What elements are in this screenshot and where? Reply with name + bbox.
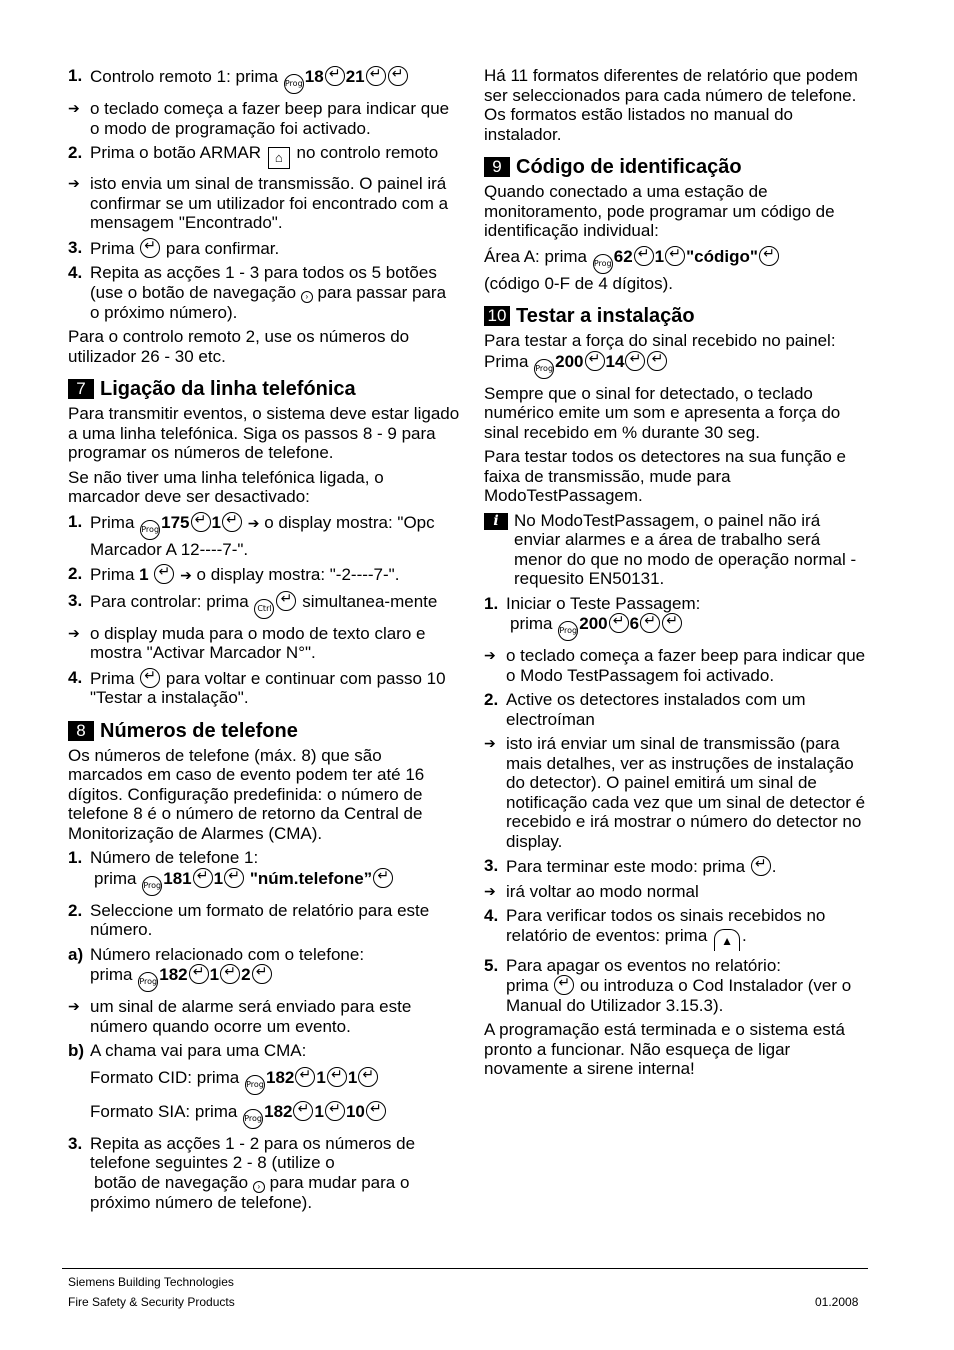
phone-step-1: 1. Número de telefone 1: prima Prog 181↵ 1↵ "núm.telefone”↵ [68,848,460,896]
walk-step-4: 4. Para verificar todos os sinais recebidos no relatório de eventos: prima ▲ . [484,906,870,951]
arm-house-icon: ⌂ [268,147,290,169]
prog-key-icon: Prog [245,1075,265,1095]
enter-key-icon [366,66,386,86]
enter-key-icon [222,512,242,532]
section-10-heading: 10 Testar a instalação [484,305,870,327]
section-9-heading: 9 Código de identificação [484,156,870,178]
arrow-icon: ➔ [68,998,80,1014]
dialer-step-3: 3. Para controlar: prima Ctrl↵ simultanea-mente [68,591,460,619]
result-note: ➔ o teclado começa a fazer beep para indicar que o modo de programação foi activado. [68,99,450,138]
arrow-icon: ➔ [484,735,496,751]
right-column [484,66,870,1084]
enter-key-icon [373,868,393,888]
footer-division: Fire Safety & Security Products [68,1295,235,1309]
sia-format: Formato SIA: prima Prog 182↵ 1↵ 10↵ [68,1101,460,1129]
nav-right-icon: › [301,291,313,303]
prog-key-icon: Prog [138,972,158,992]
enter-key-icon [325,1101,345,1121]
paragraph: Os números de telefone (máx. 8) que são marcados em caso de evento podem ter até 16 dígitos. Configuração predefinida: o número de telefone 8 é o número de retorno da Central de Monitorização de Alarmes (CMA). [68,745,425,843]
enter-key-icon [140,668,160,688]
step-3: 3. Prima ↵ para confirmar. [68,238,460,259]
event-log-icon: ▲ [714,929,740,951]
enter-key-icon [293,1101,313,1121]
dialer-step-2: 2. Prima 1 ↵ ➔ o display mostra: "-2----7-". [68,564,460,586]
paragraph: Se não tiver uma linha telefónica ligada, o marcador deve ser desactivado: [68,467,384,506]
result-note: ➔ o teclado começa a fazer beep para indicar que o Modo TestPassagem foi activado. [484,646,866,685]
footer-company: Siemens Building Technologies [68,1275,234,1289]
prog-key-icon: Prog [558,621,578,641]
result-note: ➔ isto envia um sinal de transmissão. O painel irá confirmar se um utilizador foi encontrado com a mensagem "Encontrado". [68,174,449,232]
footer-date: 01.2008 [815,1295,859,1309]
enter-key-icon [325,66,345,86]
arrow-icon: ➔ [247,514,260,531]
enter-key-icon [554,975,574,995]
step-1: 1. Controlo remoto 1: prima Prog 18↵ 21↵↵ [68,66,460,94]
arrow-icon: ➔ [180,567,192,583]
enter-key-icon [154,564,174,584]
info-note: i No ModoTestPassagem, o painel não irá enviar alarmes e a área de trabalho será menor do que no modo de operação normal - requesito EN50131. [484,511,870,589]
enter-key-icon [759,246,779,266]
enter-key-icon [295,1067,315,1087]
paragraph: Para o controlo remoto 2, use os números do utilizador 26 - 30 etc. [68,327,410,366]
result-note: ➔ um sinal de alarme será enviado para este número quando ocorre um evento. [68,997,412,1036]
enter-key-icon [220,964,240,984]
arrow-icon: ➔ [68,624,80,641]
paragraph: Sempre que o sinal for detectado, o teclado numérico emite um som e apresenta a força do sinal recebido em % durante 30 seg. [484,383,841,442]
prog-key-icon: Prog [593,254,613,274]
enter-key-icon [662,613,682,633]
enter-key-icon [751,856,771,876]
enter-key-icon [140,238,160,258]
enter-key-icon [388,66,408,86]
walk-step-3: 3. Para terminar este modo: prima ↵ . [484,856,870,877]
dialer-step-1: 1. Prima Prog 175↵ 1↵ ➔ o display mostra: "Opc Marcador A 12----7-". [68,512,460,560]
left-column [68,66,460,1217]
result-note: ➔ isto irá enviar um sinal de transmissão (para mais detalhes, ver as instruções de instalação do detector). O painel emitirá um sinal de notificação cada vez que um sinal de detector é recebido e irá mostrar o número do detector no display. [484,734,866,851]
section-7-heading: 7 Ligação da linha telefónica [68,378,460,400]
arrow-icon: ➔ [484,647,496,663]
paragraph: Para testar todos os detectores na sua função e faixa de transmissão, mude para ModoTestPassagem. [484,447,846,505]
step-2: 2. Prima o botão ARMAR ⌂ no controlo remoto [68,143,460,169]
enter-key-icon [640,613,660,633]
enter-key-icon [585,351,605,371]
enter-key-icon [625,351,645,371]
footer-divider [62,1268,868,1269]
arrow-icon: ➔ [68,175,80,191]
enter-key-icon [665,246,685,266]
paragraph: Para transmitir eventos, o sistema deve estar ligado a uma linha telefónica. Siga os passos 8 - 9 para programar os números de telefone. [68,404,460,462]
prog-key-icon: Prog [142,876,162,896]
paragraph: Há 11 formatos diferentes de relatório que podem ser seleccionados para cada número de telefone. Os formatos estão listados no manual do instalador. [484,66,858,144]
prog-key-icon: Prog [243,1109,263,1129]
phone-step-a: a) Número relacionado com o telefone: prima Prog 182↵ 1↵ 2↵ [68,945,460,993]
enter-key-icon [327,1067,347,1087]
paragraph: Quando conectado a uma estação de monitoramento, pode programar um código de identificação individual: [484,182,835,240]
enter-key-icon [366,1101,386,1121]
enter-key-icon [189,964,209,984]
enter-key-icon [276,591,296,611]
step-4: 4. Repita as acções 1 - 3 para todos os 5 botões (use o botão de navegação › para passar para o próximo número). [68,263,447,322]
area-code: Área A: prima Prog 62↵ 1↵ "código"↵ (código 0-F de 4 dígitos). [484,246,870,294]
enter-key-icon [252,964,272,984]
section-8-heading: 8 Números de telefone [68,720,460,742]
prog-key-icon: Prog [534,359,554,379]
arrow-icon: ➔ [484,882,496,899]
enter-key-icon [191,512,211,532]
walk-step-1: 1. Iniciar o Teste Passagem: prima Prog 200↵ 6↵↵ [484,594,870,642]
nav-right-icon: › [253,1181,265,1193]
walk-step-2: 2. Active os detectores instalados com um electroíman [484,690,806,729]
walk-step-5: 5. Para apagar os eventos no relatório: prima ↵ ou introduza o Cod Instalador (ver o Manual do Utilizador 3.15.3). [484,956,870,1016]
paragraph: Para testar a força do sinal recebido no painel: Prima Prog 200↵ 14↵↵ [484,331,870,379]
info-icon: i [484,513,508,530]
enter-key-icon [609,613,629,633]
cid-format: Formato CID: prima Prog 182↵ 1↵ 1↵ [68,1067,460,1095]
enter-key-icon [224,868,244,888]
enter-key-icon [193,868,213,888]
enter-key-icon [634,246,654,266]
step-number: 1. [68,66,83,85]
ctrl-key-icon: Ctrl [254,599,274,619]
prog-key-icon: Prog [284,74,304,94]
phone-step-b: b) A chama vai para uma CMA: [68,1041,307,1060]
paragraph: A programação está terminada e o sistema está pronto a funcionar. Não esqueça de ligar novamente a sirene interna! [484,1020,845,1078]
enter-key-icon [647,351,667,371]
dialer-step-4: 4. Prima ↵ para voltar e continuar com passo 10 "Testar a instalação". [68,668,460,708]
phone-step-2: 2. Seleccione um formato de relatório para este número. [68,900,430,939]
prog-key-icon: Prog [140,520,160,540]
result-note: ➔ irá voltar ao modo normal [484,881,699,901]
phone-step-3: 3. Repita as acções 1 - 2 para os números de telefone seguintes 2 - 8 (utilize o botão de navegação › para mudar para o próximo número de telefone). [68,1133,416,1212]
arrow-icon: ➔ [68,100,80,116]
enter-key-icon [358,1067,378,1087]
result-note: ➔ o display muda para o modo de texto claro e mostra "Activar Marcador N°". [68,623,426,662]
